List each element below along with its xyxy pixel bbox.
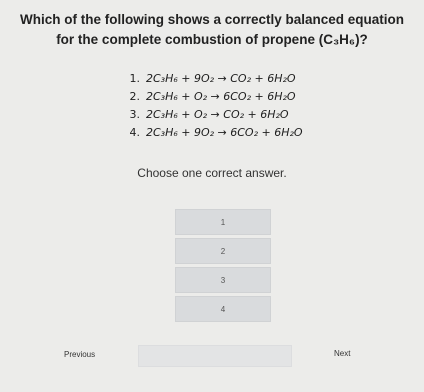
equation-option-1 bbox=[122, 70, 352, 88]
option-number: 2. bbox=[129, 90, 140, 103]
equation-option-2 bbox=[122, 88, 352, 106]
answer-choice-1-button[interactable]: 1 bbox=[175, 209, 271, 235]
option-equation: 2C₃H₆ + O₂ → CO₂ + 6H₂O bbox=[146, 108, 289, 121]
equation-options-list bbox=[122, 70, 352, 142]
question-line-2: for the complete combustion of propene (C₃H₆)? bbox=[56, 32, 368, 47]
answer-choice-4-button[interactable]: 4 bbox=[175, 296, 271, 322]
question-line-1: Which of the following shows a correctly balanced equation bbox=[19, 12, 405, 27]
progress-bar bbox=[138, 345, 292, 367]
previous-button[interactable]: Previous bbox=[64, 350, 96, 359]
option-number: 4. bbox=[129, 126, 140, 139]
next-button[interactable]: Next bbox=[334, 349, 351, 358]
question-text bbox=[10, 10, 414, 50]
equation-option-4 bbox=[122, 124, 352, 142]
answer-choice-3-button[interactable]: 3 bbox=[175, 267, 271, 293]
answer-choice-2-button[interactable]: 2 bbox=[175, 238, 271, 264]
equation-option-3 bbox=[122, 106, 352, 124]
instruction-text: Choose one correct answer. bbox=[137, 166, 287, 180]
option-number: 3. bbox=[129, 108, 140, 121]
option-equation: 2C₃H₆ + O₂ → 6CO₂ + 6H₂O bbox=[146, 90, 296, 103]
option-number: 1. bbox=[129, 72, 140, 85]
option-equation: 2C₃H₆ + 9O₂ → CO₂ + 6H₂O bbox=[146, 72, 296, 85]
option-equation: 2C₃H₆ + 9O₂ → 6CO₂ + 6H₂O bbox=[146, 126, 303, 139]
